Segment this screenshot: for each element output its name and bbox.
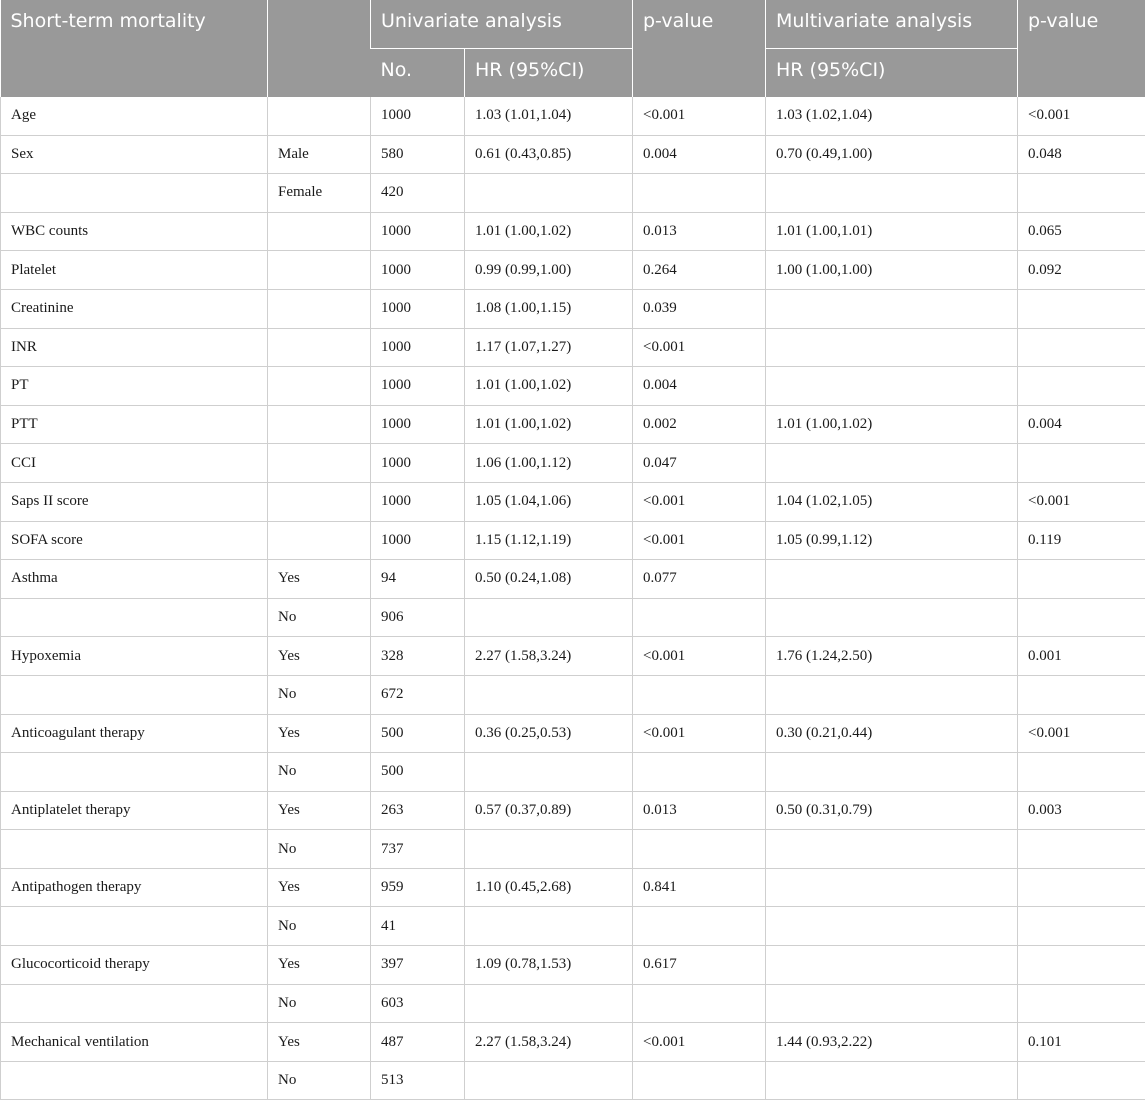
cell-hr-multivariate: 1.01 (1.00,1.02)	[766, 405, 1018, 444]
header-univariate: Univariate analysis	[371, 0, 633, 49]
cell-pvalue-multivariate: 0.001	[1018, 637, 1145, 676]
header-title: Short-term mortality	[1, 0, 268, 97]
cell-pvalue-univariate: 0.047	[633, 444, 766, 483]
cell-pvalue-multivariate: 0.004	[1018, 405, 1145, 444]
cell-pvalue-multivariate	[1018, 946, 1145, 985]
cell-hr-univariate: 1.06 (1.00,1.12)	[465, 444, 633, 483]
cell-pvalue-univariate: <0.001	[633, 1023, 766, 1062]
cell-hr-univariate: 1.01 (1.00,1.02)	[465, 212, 633, 251]
cell-count: 1000	[371, 405, 465, 444]
cell-hr-univariate: 1.05 (1.04,1.06)	[465, 482, 633, 521]
cell-pvalue-univariate	[633, 174, 766, 213]
cell-category: No	[268, 598, 371, 637]
table-row	[1, 753, 1145, 792]
cell-count: 1000	[371, 444, 465, 483]
cell-variable	[1, 598, 268, 637]
table-row	[1, 328, 1145, 367]
cell-hr-multivariate: 0.70 (0.49,1.00)	[766, 135, 1018, 174]
table-row	[1, 868, 1145, 907]
cell-category: Yes	[268, 791, 371, 830]
cell-hr-univariate	[465, 675, 633, 714]
cell-category: No	[268, 675, 371, 714]
cell-count: 263	[371, 791, 465, 830]
cell-category	[268, 251, 371, 290]
cell-hr-univariate: 1.17 (1.07,1.27)	[465, 328, 633, 367]
cell-pvalue-multivariate: 0.065	[1018, 212, 1145, 251]
table-row	[1, 637, 1145, 676]
cell-pvalue-multivariate: 0.101	[1018, 1023, 1145, 1062]
cell-pvalue-multivariate	[1018, 289, 1145, 328]
cell-pvalue-univariate: <0.001	[633, 328, 766, 367]
cell-pvalue-univariate: 0.617	[633, 946, 766, 985]
cell-variable	[1, 174, 268, 213]
table-row	[1, 251, 1145, 290]
cell-hr-multivariate	[766, 1061, 1018, 1100]
table-row	[1, 289, 1145, 328]
cell-pvalue-univariate: <0.001	[633, 482, 766, 521]
cell-pvalue-multivariate: 0.092	[1018, 251, 1145, 290]
cell-pvalue-univariate	[633, 598, 766, 637]
table-row	[1, 212, 1145, 251]
cell-variable: Antipathogen therapy	[1, 868, 268, 907]
cell-count: 487	[371, 1023, 465, 1062]
cell-hr-univariate: 1.01 (1.00,1.02)	[465, 405, 633, 444]
cell-variable: Antiplatelet therapy	[1, 791, 268, 830]
cell-category	[268, 405, 371, 444]
cell-pvalue-multivariate	[1018, 830, 1145, 869]
cell-variable	[1, 830, 268, 869]
cell-pvalue-univariate: 0.013	[633, 791, 766, 830]
cell-variable	[1, 1061, 268, 1100]
cell-category: Yes	[268, 1023, 371, 1062]
header-pvalue-univariate: p-value	[633, 0, 766, 97]
cell-count: 1000	[371, 97, 465, 135]
cell-pvalue-multivariate: <0.001	[1018, 97, 1145, 135]
cell-count: 672	[371, 675, 465, 714]
table-row	[1, 598, 1145, 637]
cell-category: Female	[268, 174, 371, 213]
table-row	[1, 1061, 1145, 1100]
cell-variable	[1, 675, 268, 714]
cell-count: 1000	[371, 289, 465, 328]
cell-hr-univariate	[465, 1061, 633, 1100]
cell-category: Yes	[268, 946, 371, 985]
cell-category	[268, 482, 371, 521]
cell-hr-multivariate	[766, 289, 1018, 328]
cell-hr-univariate: 1.08 (1.00,1.15)	[465, 289, 633, 328]
cell-pvalue-multivariate	[1018, 444, 1145, 483]
cell-variable	[1, 753, 268, 792]
cell-pvalue-univariate	[633, 907, 766, 946]
cell-pvalue-univariate: 0.013	[633, 212, 766, 251]
table-row	[1, 135, 1145, 174]
cell-count: 1000	[371, 521, 465, 560]
cell-pvalue-multivariate	[1018, 328, 1145, 367]
cell-count: 397	[371, 946, 465, 985]
cell-pvalue-univariate	[633, 1061, 766, 1100]
table-row	[1, 367, 1145, 406]
cell-hr-multivariate	[766, 753, 1018, 792]
cell-pvalue-univariate: 0.039	[633, 289, 766, 328]
table-header	[1, 0, 1145, 97]
header-hr-univariate: HR (95%CI)	[465, 49, 633, 98]
cell-pvalue-univariate: 0.077	[633, 560, 766, 599]
cell-pvalue-univariate: 0.004	[633, 367, 766, 406]
cell-category: No	[268, 907, 371, 946]
cell-category: Yes	[268, 868, 371, 907]
table-body	[1, 97, 1145, 1100]
cell-pvalue-multivariate: 0.003	[1018, 791, 1145, 830]
cell-hr-univariate: 2.27 (1.58,3.24)	[465, 637, 633, 676]
cell-variable: Hypoxemia	[1, 637, 268, 676]
table-row	[1, 97, 1145, 135]
cell-hr-multivariate	[766, 328, 1018, 367]
cell-pvalue-univariate: <0.001	[633, 97, 766, 135]
cell-pvalue-multivariate	[1018, 907, 1145, 946]
cell-hr-univariate: 1.01 (1.00,1.02)	[465, 367, 633, 406]
table-row	[1, 946, 1145, 985]
cell-variable: SOFA score	[1, 521, 268, 560]
cell-hr-multivariate: 1.00 (1.00,1.00)	[766, 251, 1018, 290]
cell-pvalue-multivariate	[1018, 868, 1145, 907]
cell-count: 41	[371, 907, 465, 946]
cell-pvalue-univariate: <0.001	[633, 714, 766, 753]
cell-hr-univariate	[465, 984, 633, 1023]
cell-count: 1000	[371, 367, 465, 406]
cell-category: Yes	[268, 560, 371, 599]
cell-count: 500	[371, 714, 465, 753]
cell-hr-univariate: 2.27 (1.58,3.24)	[465, 1023, 633, 1062]
table-row	[1, 405, 1145, 444]
cell-variable: Creatinine	[1, 289, 268, 328]
cell-variable	[1, 907, 268, 946]
cell-pvalue-multivariate	[1018, 1061, 1145, 1100]
cell-count: 906	[371, 598, 465, 637]
cell-variable: Age	[1, 97, 268, 135]
header-hr-multivariate: HR (95%CI)	[766, 49, 1018, 98]
header-pvalue-multivariate: p-value	[1018, 0, 1145, 97]
cell-pvalue-multivariate: <0.001	[1018, 714, 1145, 753]
cell-hr-univariate: 0.57 (0.37,0.89)	[465, 791, 633, 830]
cell-count: 420	[371, 174, 465, 213]
cell-pvalue-multivariate	[1018, 675, 1145, 714]
cell-hr-multivariate: 1.76 (1.24,2.50)	[766, 637, 1018, 676]
cell-category: Male	[268, 135, 371, 174]
header-multivariate: Multivariate analysis	[766, 0, 1018, 49]
cell-hr-multivariate: 0.50 (0.31,0.79)	[766, 791, 1018, 830]
cell-hr-univariate: 1.09 (0.78,1.53)	[465, 946, 633, 985]
cell-pvalue-univariate: 0.004	[633, 135, 766, 174]
cell-hr-univariate	[465, 598, 633, 637]
cell-pvalue-multivariate	[1018, 598, 1145, 637]
table-row	[1, 174, 1145, 213]
cell-category	[268, 367, 371, 406]
cell-variable	[1, 984, 268, 1023]
cell-hr-multivariate	[766, 984, 1018, 1023]
cell-hr-multivariate: 1.44 (0.93,2.22)	[766, 1023, 1018, 1062]
cell-hr-multivariate: 0.30 (0.21,0.44)	[766, 714, 1018, 753]
cell-variable: WBC counts	[1, 212, 268, 251]
cell-hr-multivariate	[766, 907, 1018, 946]
table-row	[1, 560, 1145, 599]
cell-pvalue-univariate	[633, 753, 766, 792]
cell-count: 328	[371, 637, 465, 676]
cell-hr-univariate: 1.15 (1.12,1.19)	[465, 521, 633, 560]
table-row	[1, 830, 1145, 869]
cell-variable: Asthma	[1, 560, 268, 599]
cell-count: 1000	[371, 212, 465, 251]
table-row	[1, 1023, 1145, 1062]
table-row	[1, 791, 1145, 830]
cell-hr-univariate: 0.50 (0.24,1.08)	[465, 560, 633, 599]
cell-count: 513	[371, 1061, 465, 1100]
cell-pvalue-univariate	[633, 675, 766, 714]
cell-count: 1000	[371, 482, 465, 521]
header-blank	[268, 0, 371, 97]
cell-count: 959	[371, 868, 465, 907]
cell-pvalue-multivariate	[1018, 560, 1145, 599]
cell-category: No	[268, 984, 371, 1023]
cell-category: No	[268, 830, 371, 869]
table-row	[1, 444, 1145, 483]
cell-hr-univariate	[465, 830, 633, 869]
cell-pvalue-multivariate	[1018, 174, 1145, 213]
cell-hr-univariate: 1.10 (0.45,2.68)	[465, 868, 633, 907]
cell-category	[268, 289, 371, 328]
cell-hr-multivariate	[766, 868, 1018, 907]
cell-variable: PTT	[1, 405, 268, 444]
cell-variable: PT	[1, 367, 268, 406]
cell-count: 94	[371, 560, 465, 599]
cell-pvalue-multivariate	[1018, 984, 1145, 1023]
cell-pvalue-multivariate: 0.119	[1018, 521, 1145, 560]
cell-pvalue-multivariate	[1018, 753, 1145, 792]
cell-hr-multivariate	[766, 444, 1018, 483]
header-no: No.	[371, 49, 465, 98]
cell-hr-multivariate	[766, 367, 1018, 406]
cell-category: Yes	[268, 714, 371, 753]
cell-pvalue-univariate	[633, 830, 766, 869]
cell-category	[268, 328, 371, 367]
table-row	[1, 521, 1145, 560]
cell-hr-univariate: 1.03 (1.01,1.04)	[465, 97, 633, 135]
cell-count: 603	[371, 984, 465, 1023]
cell-category	[268, 444, 371, 483]
cell-hr-univariate	[465, 753, 633, 792]
cell-hr-univariate: 0.99 (0.99,1.00)	[465, 251, 633, 290]
cell-pvalue-univariate	[633, 984, 766, 1023]
cell-variable: Anticoagulant therapy	[1, 714, 268, 753]
cell-pvalue-multivariate: 0.048	[1018, 135, 1145, 174]
cell-pvalue-univariate: 0.264	[633, 251, 766, 290]
cell-hr-multivariate: 1.04 (1.02,1.05)	[766, 482, 1018, 521]
cell-pvalue-univariate: 0.002	[633, 405, 766, 444]
table-row	[1, 675, 1145, 714]
cell-hr-univariate: 0.61 (0.43,0.85)	[465, 135, 633, 174]
cell-count: 737	[371, 830, 465, 869]
table-row	[1, 984, 1145, 1023]
cell-hr-multivariate: 1.01 (1.00,1.01)	[766, 212, 1018, 251]
cell-category: Yes	[268, 637, 371, 676]
cell-variable: Glucocorticoid therapy	[1, 946, 268, 985]
cell-variable: Mechanical ventilation	[1, 1023, 268, 1062]
cell-hr-multivariate	[766, 560, 1018, 599]
cell-pvalue-multivariate: <0.001	[1018, 482, 1145, 521]
cell-pvalue-univariate: <0.001	[633, 521, 766, 560]
cell-hr-univariate: 0.36 (0.25,0.53)	[465, 714, 633, 753]
cell-category	[268, 97, 371, 135]
cell-count: 1000	[371, 251, 465, 290]
cell-count: 580	[371, 135, 465, 174]
cell-hr-multivariate: 1.03 (1.02,1.04)	[766, 97, 1018, 135]
cell-variable: Platelet	[1, 251, 268, 290]
cell-hr-multivariate	[766, 830, 1018, 869]
cell-hr-univariate	[465, 174, 633, 213]
cell-pvalue-univariate: 0.841	[633, 868, 766, 907]
cell-variable: CCI	[1, 444, 268, 483]
cell-variable: Saps II score	[1, 482, 268, 521]
cell-hr-multivariate	[766, 174, 1018, 213]
cell-category	[268, 212, 371, 251]
cell-pvalue-multivariate	[1018, 367, 1145, 406]
cell-category	[268, 521, 371, 560]
table-row	[1, 907, 1145, 946]
cell-category: No	[268, 1061, 371, 1100]
cell-count: 1000	[371, 328, 465, 367]
cell-pvalue-univariate: <0.001	[633, 637, 766, 676]
table-row	[1, 714, 1145, 753]
cell-count: 500	[371, 753, 465, 792]
cell-variable: Sex	[1, 135, 268, 174]
cell-hr-multivariate: 1.05 (0.99,1.12)	[766, 521, 1018, 560]
cell-variable: INR	[1, 328, 268, 367]
table-row	[1, 482, 1145, 521]
cell-hr-multivariate	[766, 946, 1018, 985]
cell-hr-multivariate	[766, 598, 1018, 637]
cell-hr-univariate	[465, 907, 633, 946]
cell-category: No	[268, 753, 371, 792]
cell-hr-multivariate	[766, 675, 1018, 714]
